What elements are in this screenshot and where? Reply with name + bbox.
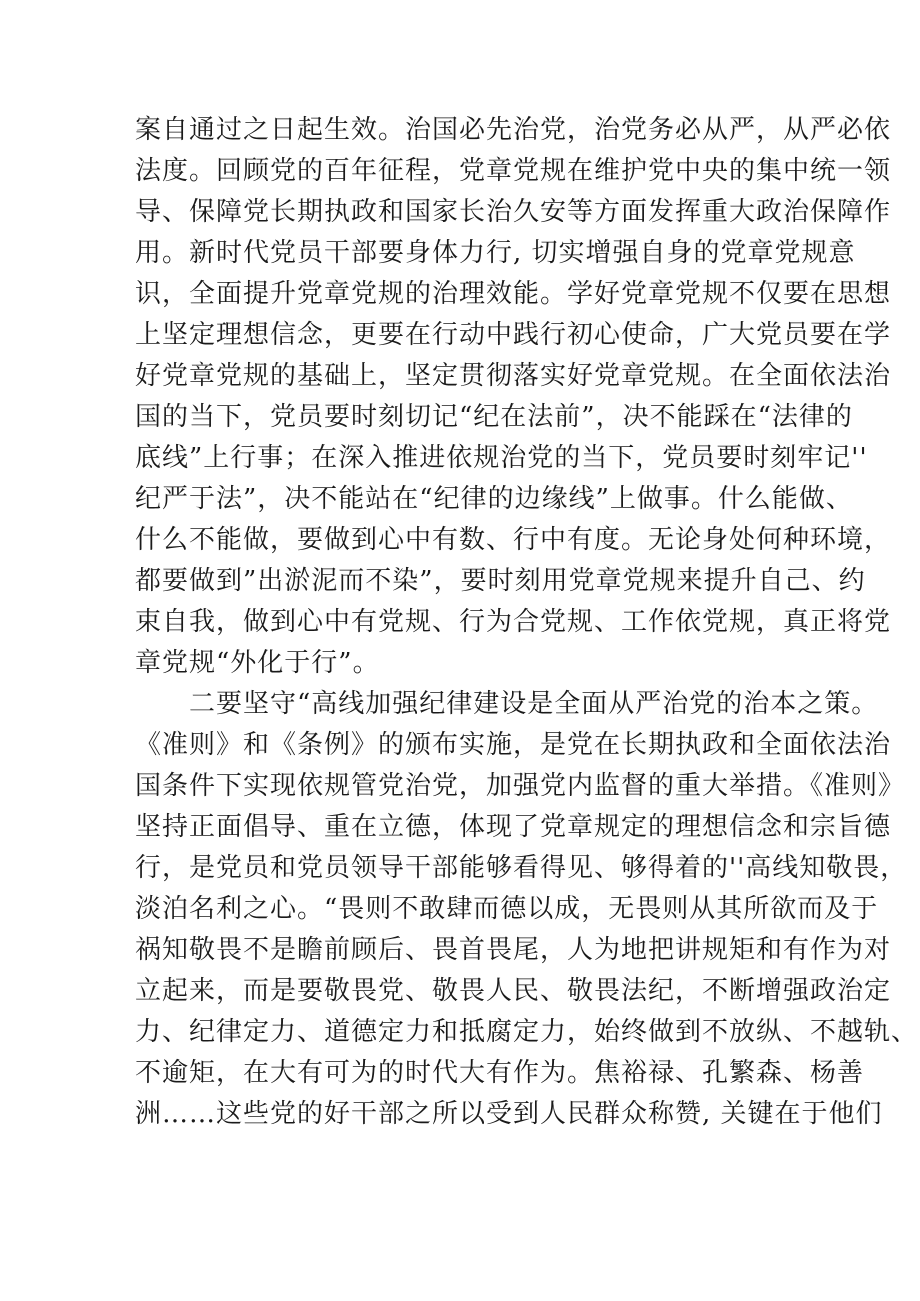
text-line: 底线”上行事；在深入推进依规治党的当下，党员要时刻牢记'' [135,443,868,473]
text-line: 案自通过之日起生效。治国必先治党，治党务必从严，从严必依 [135,115,892,145]
text-line: 纪严于法”，决不能站在“纪律的边缘线”上做事。什么能做、 [135,484,853,514]
text-line: 章党规“外化于行”。 [135,648,380,678]
text-line: 什么不能做，要做到心中有数、行中有度。无论身处何种环境， [135,525,892,555]
text-line: 法度。回顾党的百年征程，党章党规在维护党中央的集中统一领 [135,156,892,186]
text-line: 立起来，而是要敬畏党、敬畏人民、敬畏法纪，不断增强政治定 [135,976,892,1006]
text-line: 好党章党规的基础上，坚定贯彻落实好党章党规。在全面依法治 [135,361,892,391]
text-line: 导、保障党长期执政和国家长治久安等方面发挥重大政治保障作 [135,197,892,227]
text-line: 《准则》和《条例》的颁布实施，是党在长期执政和全面依法治 [135,730,892,760]
paragraph-start-line: 二要坚守“高线加强纪律建设是全面从严治党的治本之策。 [189,689,879,719]
text-line: 用。新时代党员干部要身体力行, 切实增强自身的党章党规意 [135,238,856,268]
text-line: 力、纪律定力、道德定力和抵腐定力，始终做到不放纵、不越轨、 [135,1017,919,1047]
text-line: 束自我，做到心中有党规、行为合党规、工作依党规，真正将党 [135,607,892,637]
text-line: 国的当下，党员要时刻切记“纪在法前”，决不能踩在“法律的 [135,402,853,432]
text-line: 坚持正面倡导、重在立德，体现了党章规定的理想信念和宗旨德 [135,812,892,842]
text-line: 识，全面提升党章党规的治理效能。学好党章党规不仅要在思想 [135,279,892,309]
text-line: 洲……这些党的好干部之所以受到人民群众称赞, 关键在于他们 [135,1099,883,1129]
text-line: 上坚定理想信念，更要在行动中践行初心使命，广大党员要在学 [135,320,892,350]
body-text [135,110,919,1135]
text-line: 国条件下实现依规管党治党，加强党内监督的重大举措。《准则》 [135,771,906,801]
text-line: 行，是党员和党员领导干部能够看得见、够得着的''高线知敬畏， [135,853,908,883]
text-line: 淡泊名利之心。“畏则不敢肆而德以成，无畏则从其所欲而及于 [135,894,879,924]
text-line: 都要做到”出淤泥而不染”，要时刻用党章党规来提升自己、约 [135,566,866,596]
text-line: 不逾矩，在大有可为的时代大有作为。焦裕禄、孔繁森、杨善 [135,1058,865,1088]
text-line: 祸知敬畏不是瞻前顾后、畏首畏尾，人为地把讲规矩和有作为对 [135,935,892,965]
